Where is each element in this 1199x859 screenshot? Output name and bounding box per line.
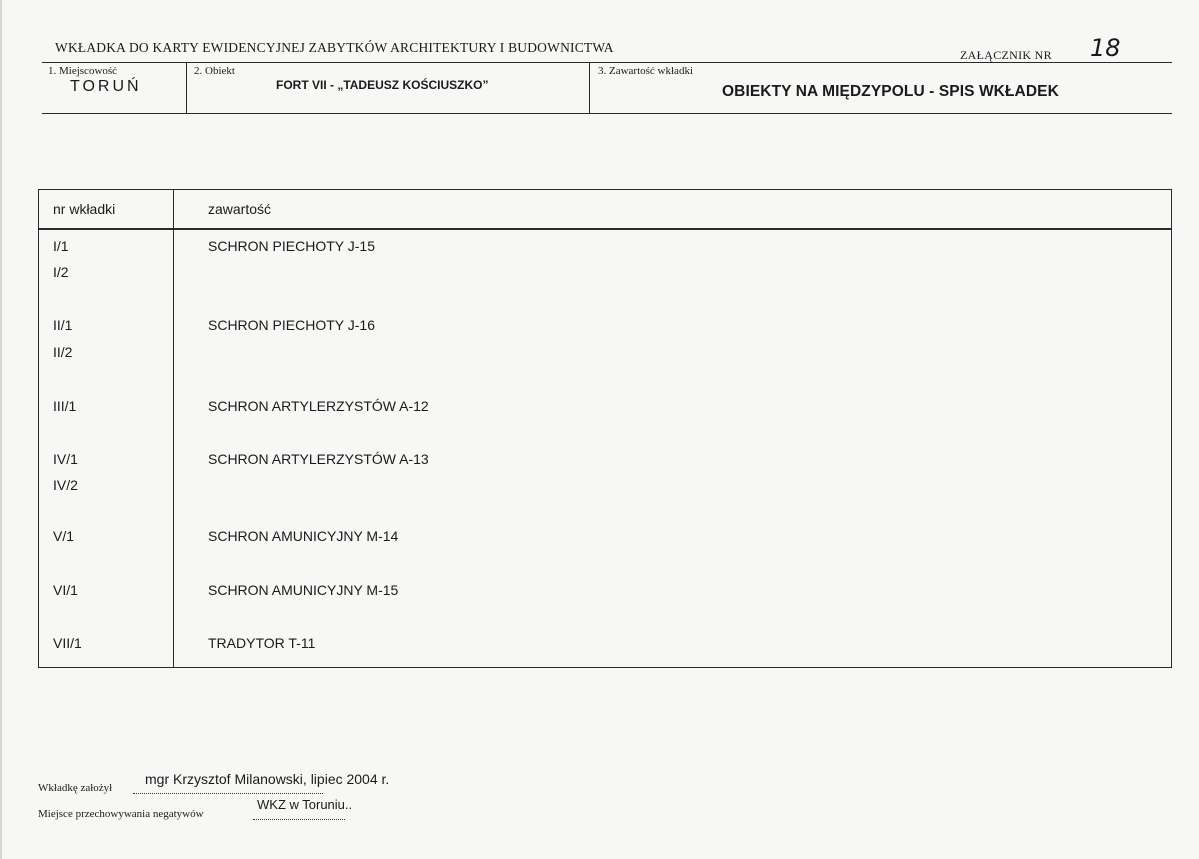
zawartosc-label: 3. Zawartość wkładki — [598, 65, 693, 77]
table-column-divider — [173, 189, 174, 668]
negatywy-value: WKZ w Toruniu.. — [257, 797, 353, 812]
table-row-content: TRADYTOR T-11 — [208, 635, 316, 651]
miejscowosc-label: 1. Miejscowość — [48, 65, 118, 77]
page-edge — [0, 0, 2, 859]
zalozyl-label: Wkładkę założył — [38, 782, 113, 794]
header-top-rule — [42, 62, 1172, 63]
table-header-zawartosc: zawartość — [208, 201, 272, 217]
table-row-nr: II/1 — [53, 317, 73, 333]
zalozyl-value: mgr Krzysztof Milanowski, lipiec 2004 r. — [145, 771, 390, 787]
table-row-nr: IV/2 — [53, 477, 78, 493]
table-header-nr: nr wkładki — [53, 201, 116, 217]
header-bottom-rule — [42, 113, 1172, 114]
zalozyl-dotted-line — [133, 793, 323, 794]
table-row-nr: II/2 — [53, 344, 73, 360]
table-row-content: SCHRON ARTYLERZYSTÓW A-12 — [208, 398, 429, 414]
negatywy-dotted-line — [253, 819, 345, 820]
obiekt-label: 2. Obiekt — [194, 65, 235, 77]
miejscowosc-value: TORUŃ — [70, 78, 142, 95]
zawartosc-value: OBIEKTY NA MIĘDZYPOLU - SPIS WKŁADEK — [722, 83, 1059, 100]
table-header-rule — [38, 228, 1172, 230]
table-row-nr: III/1 — [53, 398, 77, 414]
table-row-nr: I/2 — [53, 264, 69, 280]
field-divider-1 — [186, 62, 187, 113]
table-row-nr: VI/1 — [53, 582, 78, 598]
field-divider-2 — [589, 62, 590, 113]
table-row-content: SCHRON AMUNICYJNY M-14 — [208, 528, 399, 544]
negatywy-label: Miejsce przechowywania negatywów — [38, 808, 204, 820]
table-row-content: SCHRON ARTYLERZYSTÓW A-13 — [208, 451, 429, 467]
table-row-nr: VII/1 — [53, 635, 82, 651]
zalacznik-number: 18 — [1090, 34, 1121, 62]
table-row-content: SCHRON AMUNICYJNY M-15 — [208, 582, 399, 598]
table-row-content: SCHRON PIECHOTY J-15 — [208, 238, 375, 254]
table-row-nr: I/1 — [53, 238, 69, 254]
obiekt-value: FORT VII - „TADEUSZ KOŚCIUSZKO” — [276, 78, 489, 92]
zalacznik-label: ZAŁĄCZNIK NR — [960, 48, 1052, 62]
table-row-nr: V/1 — [53, 528, 75, 544]
table-row-nr: IV/1 — [53, 451, 78, 467]
table-row-content: SCHRON PIECHOTY J-16 — [208, 317, 375, 333]
document-title: WKŁADKA DO KARTY EWIDENCYJNEJ ZABYTKÓW ARCHITEKTURY I BUDOWNICTWA — [55, 40, 614, 55]
